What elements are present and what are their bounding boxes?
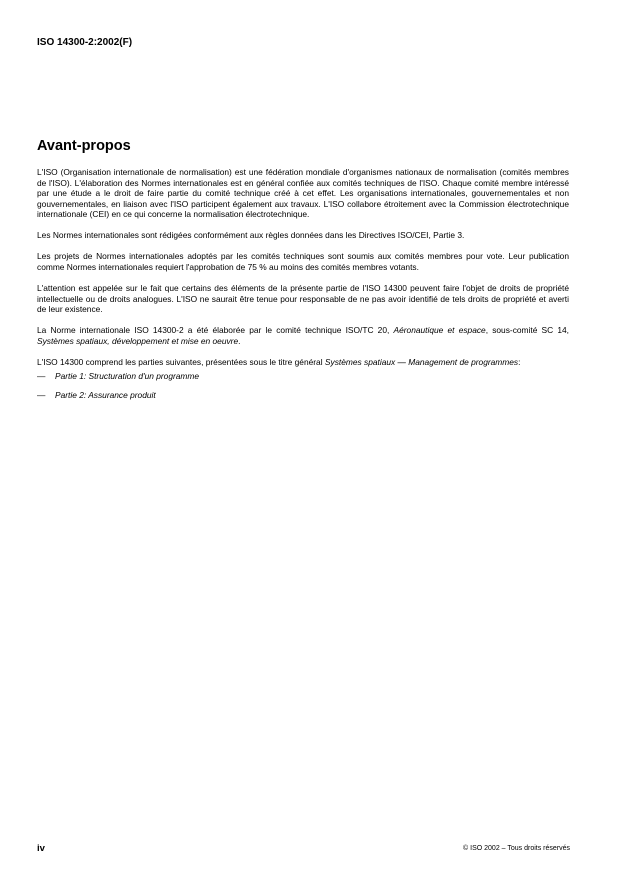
list-item: [37, 390, 569, 401]
list-item-label: Partie 1: Structuration d'un programme: [55, 371, 200, 382]
subcommittee-name: Systèmes spatiaux, développement et mise en oeuvre: [37, 335, 239, 346]
list-dash: —: [37, 389, 46, 400]
paragraph-directives: Les Normes internationales sont rédigées conformément aux règles données dans les Directives ISO/CEI, Partie 3.: [37, 230, 465, 241]
paragraph-organisation: L'ISO (Organisation internationale de normalisation) est une fédération mondiale d'organismes nationaux de normalisation (comités membres de l'ISO). L'élaboration des Normes internationales est en général confiée aux comités techniques de l'ISO. Chaque comité membre intéressé par une étude a le droit de faire partie du comité technique créé à cet effet. Les organisations internationales, gouvernementales et non gouvernementales, en liaison avec l'ISO participent également aux travaux. L'ISO collabore étroitement avec la Commission électrotechnique internationale (CEI) en ce qui concerne la normalisation électrotechnique.: [37, 167, 569, 220]
list-item-label: Partie 2: Assurance produit: [55, 389, 156, 400]
paragraph-committee: [37, 325, 569, 346]
committee-text-3: .: [238, 335, 241, 346]
list-dash: —: [37, 371, 46, 382]
paragraph-patent-rights: L'attention est appelée sur le fait que certains des éléments de la présente partie de l'ISO 14300 peuvent faire l'objet de droits de propriété intellectuelle ou de droits analogues. L'ISO ne saurait être tenue pour responsable de ne pas avoir identifié de tels droits de propriété et averti de leur existence.: [37, 282, 569, 315]
committee-text-1: La Norme internationale ISO 14300-2 a été élaborée par le comité technique ISO/TC 20,: [37, 325, 394, 336]
document-id-header: ISO 14300-2:2002(F): [37, 37, 133, 48]
committee-name: Aéronautique et espace: [393, 325, 486, 336]
committee-text-2: , sous-comité SC 14,: [485, 325, 569, 336]
list-item: [37, 371, 569, 382]
paragraph-voting: Les projets de Normes internationales adoptés par les comités techniques sont soumis aux comités membres pour vote. Leur publication comme Normes internationales requiert l'approbation de 75 % au moins des comités membres votants.: [37, 251, 569, 272]
page-number: iv: [37, 843, 45, 854]
paragraph-parts-intro: [37, 357, 569, 368]
section-title: Avant-propos: [37, 138, 131, 154]
parts-intro-text: L'ISO 14300 comprend les parties suivantes, présentées sous le titre général: [37, 356, 325, 367]
parts-intro-colon: :: [518, 356, 521, 367]
foreword-body: [37, 167, 569, 408]
general-title: Systèmes spatiaux — Management de programmes: [324, 356, 519, 367]
copyright-notice: © ISO 2002 – Tous droits réservés: [463, 845, 570, 852]
